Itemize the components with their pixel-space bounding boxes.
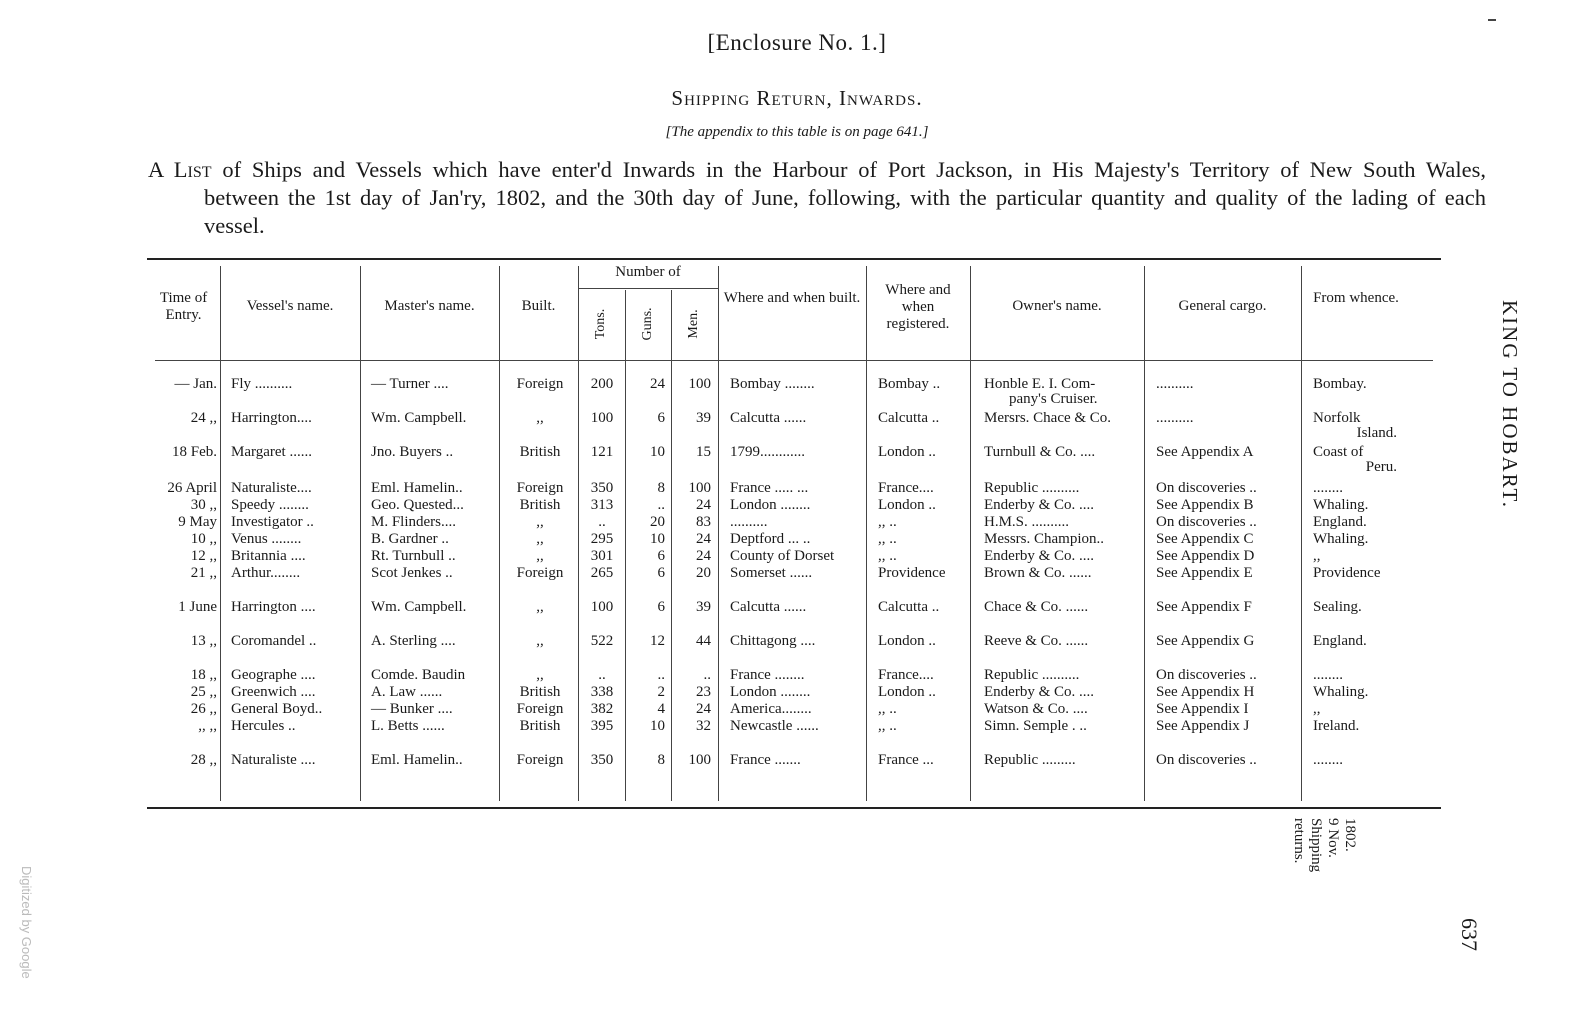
cell-time: 18 ,, [190, 667, 217, 683]
cell-vessel: Arthur........ [231, 565, 301, 581]
cell-built: British [519, 718, 561, 734]
intro-body: of Ships and Vessels which have enter'd Inwards in the Harbour of Port Jackson, in His Majesty's Territory of New South Wales, between the 1st day of Jan'ry, 1802, and the 30th day of June, following, with the particular quantity and quality of the lading of each vessel. [204, 157, 1486, 238]
cell-time: 28 ,, [190, 752, 217, 768]
cell-vessel: Margaret ...... [231, 444, 312, 460]
cell-guns: 6 [657, 548, 665, 564]
cell-where-built: Newcastle ...... [730, 718, 819, 734]
cell-vessel: Investigator .. [231, 514, 314, 530]
cell-owner: Watson & Co. .... [984, 701, 1088, 717]
cell-men: 24 [696, 548, 711, 564]
watermark: Digitized by Google [19, 866, 34, 979]
cell-vessel: Geographe .... [231, 667, 316, 683]
cell-cargo: On discoveries .. [1156, 752, 1257, 768]
cell-men: 100 [688, 752, 711, 768]
cell-cargo: See Appendix E [1156, 565, 1253, 581]
cell-tons: .. [598, 667, 606, 683]
cell-where-built: France ....... [730, 752, 801, 768]
cell-cargo: On discoveries .. [1156, 480, 1257, 496]
column-rule [866, 266, 867, 801]
cell-tons: 200 [590, 376, 614, 392]
intro-lead: A List [148, 157, 212, 182]
cell-from: Whaling. [1313, 684, 1369, 700]
cell-registered: ,, .. [878, 718, 897, 734]
cell-vessel: Naturaliste .... [231, 752, 316, 768]
cell-master: — Turner .... [371, 376, 449, 392]
cell-vessel: Coromandel .. [231, 633, 317, 649]
header-number-of: Number of [615, 264, 681, 280]
cell-built: Foreign [516, 752, 564, 768]
cell-registered: France.... [878, 480, 934, 496]
cell-tons: 295 [590, 531, 614, 547]
cell-owner: Reeve & Co. ...... [984, 633, 1089, 649]
cell-tons: 350 [590, 480, 614, 496]
header-men: Men. [686, 309, 701, 339]
cell-time: 13 ,, [190, 633, 217, 649]
cell-registered: ,, .. [878, 531, 897, 547]
cell-built: ,, [536, 667, 544, 683]
cell-vessel: Venus ........ [231, 531, 302, 547]
cell-built: Foreign [516, 480, 564, 496]
cell-guns: 8 [657, 752, 665, 768]
column-rule [1301, 266, 1302, 801]
cell-from: Bombay. [1313, 376, 1367, 392]
cell-cargo: See Appendix C [1156, 531, 1254, 547]
cell-master: Rt. Turnbull .. [371, 548, 456, 564]
cell-where-built: Chittagong .... [730, 633, 816, 649]
cell-vessel: Greenwich .... [231, 684, 316, 700]
cell-owner: Messrs. Champion.. [984, 531, 1104, 547]
cell-owner: Honble E. I. Com- [984, 376, 1096, 392]
cell-registered: France.... [878, 667, 934, 683]
cell-where-built: France ..... ... [730, 480, 809, 496]
cell-from: Whaling. [1313, 497, 1369, 513]
column-rule [1144, 266, 1145, 801]
cell-time: 9 May [178, 514, 217, 530]
cell-cargo: See Appendix D [1156, 548, 1255, 564]
cell-built: ,, [536, 410, 544, 426]
cell-owner: Republic ......... [984, 752, 1076, 768]
cell-time: ,, ,, [198, 718, 217, 734]
cell-guns: 6 [657, 599, 665, 615]
cell-from: Norfolk [1313, 410, 1361, 426]
cell-from: England. [1313, 633, 1367, 649]
cell-from: ........ [1313, 752, 1343, 768]
cell-tons: 338 [590, 684, 614, 700]
cell-cargo: On discoveries .. [1156, 514, 1257, 530]
cell-master: Wm. Campbell. [371, 410, 467, 426]
cell-master: B. Gardner .. [371, 531, 449, 547]
cell-registered: Bombay .. [878, 376, 941, 392]
cell-vessel: Fly .......... [231, 376, 293, 392]
cell-guns: 6 [657, 410, 665, 426]
cell-time: 10 ,, [190, 531, 217, 547]
cell-time: 1 June [178, 599, 217, 615]
cell-master: M. Flinders.... [371, 514, 457, 530]
cell-guns: .. [657, 497, 665, 513]
cell-men: 100 [688, 376, 711, 392]
intro-paragraph [148, 156, 1486, 240]
cell-cargo: See Appendix F [1156, 599, 1252, 615]
cell-time: 26 April [167, 480, 217, 496]
cell-guns: 6 [657, 565, 665, 581]
column-rule [360, 266, 361, 801]
cell-registered: France ... [878, 752, 934, 768]
cell-men: 20 [696, 565, 711, 581]
cell-men: .. [703, 667, 711, 683]
cell-cargo: .......... [1156, 410, 1194, 426]
cell-time: 26 ,, [190, 701, 217, 717]
cell-where-built: County of Dorset [730, 548, 835, 564]
margin-label-returns: returns. [1291, 818, 1307, 864]
cell-men: 44 [696, 633, 711, 649]
header-from: From whence. [1313, 290, 1399, 306]
cell-vessel: Harrington .... [231, 599, 316, 615]
cell-men: 39 [696, 410, 711, 426]
cell-built: ,, [536, 531, 544, 547]
cell-registered: London .. [878, 633, 936, 649]
header-rule [578, 288, 718, 289]
margin-label-shipping: Shipping [1308, 818, 1324, 873]
header-time: Time of Entry. [159, 290, 208, 323]
cell-guns: 12 [650, 633, 665, 649]
cell-tons: 395 [590, 718, 614, 734]
cell-cargo: See Appendix G [1156, 633, 1255, 649]
cell-cargo: See Appendix H [1156, 684, 1255, 700]
cell-cargo: See Appendix J [1156, 718, 1250, 734]
margin-date-year: 1802. [1342, 818, 1358, 852]
cell-built: ,, [536, 514, 544, 530]
cell-owner: Turnbull & Co. .... [984, 444, 1096, 460]
cell-owner: Brown & Co. ...... [984, 565, 1092, 581]
cell-built: British [519, 444, 561, 460]
appendix-note: [The appendix to this table is on page 641.] [665, 124, 929, 140]
header-where-built: Where and when built. [723, 290, 861, 306]
cell-time: 18 Feb. [172, 444, 217, 460]
cell-where-built: Deptford ... .. [730, 531, 811, 547]
cell-built: Foreign [516, 376, 564, 392]
cell-registered: ,, .. [878, 548, 897, 564]
cell-from: Ireland. [1313, 718, 1360, 734]
cell-where-built: Somerset ...... [730, 565, 813, 581]
cell-vessel: Britannia .... [231, 548, 306, 564]
cell-tons: .. [598, 514, 606, 530]
header-built: Built. [521, 298, 556, 314]
cell-cargo: See Appendix A [1156, 444, 1254, 460]
cell-master: L. Betts ...... [371, 718, 445, 734]
page-number: 637 [1457, 918, 1482, 951]
cell-tons: 301 [590, 548, 614, 564]
header-guns: Guns. [640, 307, 655, 341]
cell-cargo: See Appendix B [1156, 497, 1254, 513]
cell-guns: 8 [657, 480, 665, 496]
cell-vessel: Naturaliste.... [231, 480, 312, 496]
cell-master: Scot Jenkes .. [371, 565, 453, 581]
cell-registered: Providence [878, 565, 946, 581]
cell-built: ,, [536, 548, 544, 564]
cell-from: ........ [1313, 480, 1343, 496]
cell-where-built: Calcutta ...... [730, 599, 807, 615]
cell-tons: 265 [590, 565, 614, 581]
margin-note [1290, 818, 1358, 872]
cell-men: 32 [696, 718, 711, 734]
header-vessel: Vessel's name. [246, 298, 334, 314]
cell-from: Coast of [1313, 444, 1364, 460]
cell-vessel: General Boyd.. [231, 701, 323, 717]
column-rule [718, 266, 719, 801]
cell-master: A. Law ...... [371, 684, 443, 700]
column-rule [970, 266, 971, 801]
cell-built: ,, [536, 633, 544, 649]
cell-master: A. Sterling .... [371, 633, 456, 649]
cell-built: Foreign [516, 701, 564, 717]
cell-registered: London .. [878, 684, 936, 700]
cell-owner-continued: pany's Cruiser. [1009, 391, 1098, 407]
cell-registered: London .. [878, 444, 936, 460]
column-rule [499, 266, 500, 801]
cell-where-built: London ........ [730, 684, 811, 700]
cell-tons: 522 [590, 633, 614, 649]
enclosure-label: [Enclosure No. 1.] [707, 30, 887, 55]
cell-owner: Republic .......... [984, 480, 1080, 496]
cell-registered: Calcutta .. [878, 599, 940, 615]
cell-where-built: 1799............ [730, 444, 805, 460]
shipping-table [147, 258, 1441, 809]
cell-cargo: .......... [1156, 376, 1194, 392]
cell-guns: 24 [650, 376, 665, 392]
cell-from: ........ [1313, 667, 1343, 683]
header-tons: Tons. [593, 308, 608, 340]
cell-men: 100 [688, 480, 711, 496]
cell-owner: Enderby & Co. .... [984, 684, 1094, 700]
cell-from-continued: Peru. [1365, 459, 1397, 475]
cell-built: Foreign [516, 565, 564, 581]
cell-where-built: .......... [730, 514, 768, 530]
cell-tons: 100 [590, 410, 614, 426]
cell-master: Eml. Hamelin.. [371, 480, 463, 496]
cell-from: Providence [1313, 565, 1381, 581]
cell-guns: 10 [650, 718, 665, 734]
cell-time: 21 ,, [190, 565, 217, 581]
cell-from-continued: Island. [1356, 425, 1397, 441]
cell-men: 24 [696, 701, 711, 717]
cell-time: 24 ,, [190, 410, 217, 426]
cell-tons: 313 [590, 497, 614, 513]
cell-built: British [519, 497, 561, 513]
cell-where-built: Bombay ........ [730, 376, 815, 392]
cell-where-built: London ........ [730, 497, 811, 513]
cell-owner: Simn. Semple . .. [984, 718, 1087, 734]
cell-tons: 350 [590, 752, 614, 768]
cell-men: 83 [696, 514, 711, 530]
cell-from: Whaling. [1313, 531, 1369, 547]
cell-where-built: Calcutta ...... [730, 410, 807, 426]
cell-tons: 121 [590, 444, 614, 460]
header-rule [155, 360, 1433, 361]
cell-vessel: Hercules .. [231, 718, 296, 734]
cell-guns: 4 [657, 701, 665, 717]
column-rule [220, 266, 221, 801]
cell-where-built: France ........ [730, 667, 805, 683]
running-title: KING TO HOBART. [1498, 300, 1522, 509]
cell-master: Comde. Baudin [371, 667, 466, 683]
cell-from: England. [1313, 514, 1367, 530]
cell-time: 25 ,, [190, 684, 217, 700]
header-owner: Owner's name. [1012, 298, 1102, 314]
cell-owner: Enderby & Co. .... [984, 548, 1094, 564]
header-where-registered: Where and when registered. [885, 282, 951, 332]
cell-master: Geo. Quested... [371, 497, 464, 513]
cell-vessel: Harrington.... [231, 410, 312, 426]
cell-guns: .. [657, 667, 665, 683]
cell-time: — Jan. [174, 376, 217, 392]
cell-guns: 20 [650, 514, 665, 530]
cell-where-built: America........ [730, 701, 812, 717]
page-heading: Shipping Return, Inwards. [671, 86, 923, 110]
cell-owner: Republic .......... [984, 667, 1080, 683]
cell-registered: London .. [878, 497, 936, 513]
cell-master: Jno. Buyers .. [371, 444, 454, 460]
header-master: Master's name. [384, 298, 475, 314]
cell-cargo: On discoveries .. [1156, 667, 1257, 683]
cell-tons: 100 [590, 599, 614, 615]
cell-master: Wm. Campbell. [371, 599, 467, 615]
cell-men: 23 [696, 684, 711, 700]
cell-men: 24 [696, 497, 711, 513]
cell-built: British [519, 684, 561, 700]
cell-master: — Bunker .... [371, 701, 453, 717]
cell-built: ,, [536, 599, 544, 615]
cell-men: 24 [696, 531, 711, 547]
cell-guns: 10 [650, 444, 665, 460]
cell-from: ,, [1313, 701, 1321, 717]
cell-guns: 2 [657, 684, 665, 700]
cell-cargo: See Appendix I [1156, 701, 1249, 717]
cell-time: 30 ,, [190, 497, 217, 513]
column-rule [578, 266, 579, 801]
cell-from: Sealing. [1313, 599, 1362, 615]
cell-owner: Mersrs. Chace & Co. [984, 410, 1112, 426]
cell-vessel: Speedy ........ [231, 497, 309, 513]
cell-registered: ,, .. [878, 701, 897, 717]
cell-owner: Enderby & Co. .... [984, 497, 1094, 513]
cell-owner: Chace & Co. ...... [984, 599, 1089, 615]
cell-registered: ,, .. [878, 514, 897, 530]
cell-guns: 10 [650, 531, 665, 547]
cell-men: 39 [696, 599, 711, 615]
margin-date-day: 9 Nov. [1325, 818, 1341, 858]
cell-owner: H.M.S. .......... [984, 514, 1070, 530]
margin-mark [1488, 19, 1496, 21]
header-cargo: General cargo. [1178, 298, 1267, 314]
cell-time: 12 ,, [190, 548, 217, 564]
cell-tons: 382 [590, 701, 614, 717]
cell-from: ,, [1313, 548, 1321, 564]
cell-men: 15 [696, 444, 711, 460]
cell-master: Eml. Hamelin.. [371, 752, 463, 768]
cell-registered: Calcutta .. [878, 410, 940, 426]
